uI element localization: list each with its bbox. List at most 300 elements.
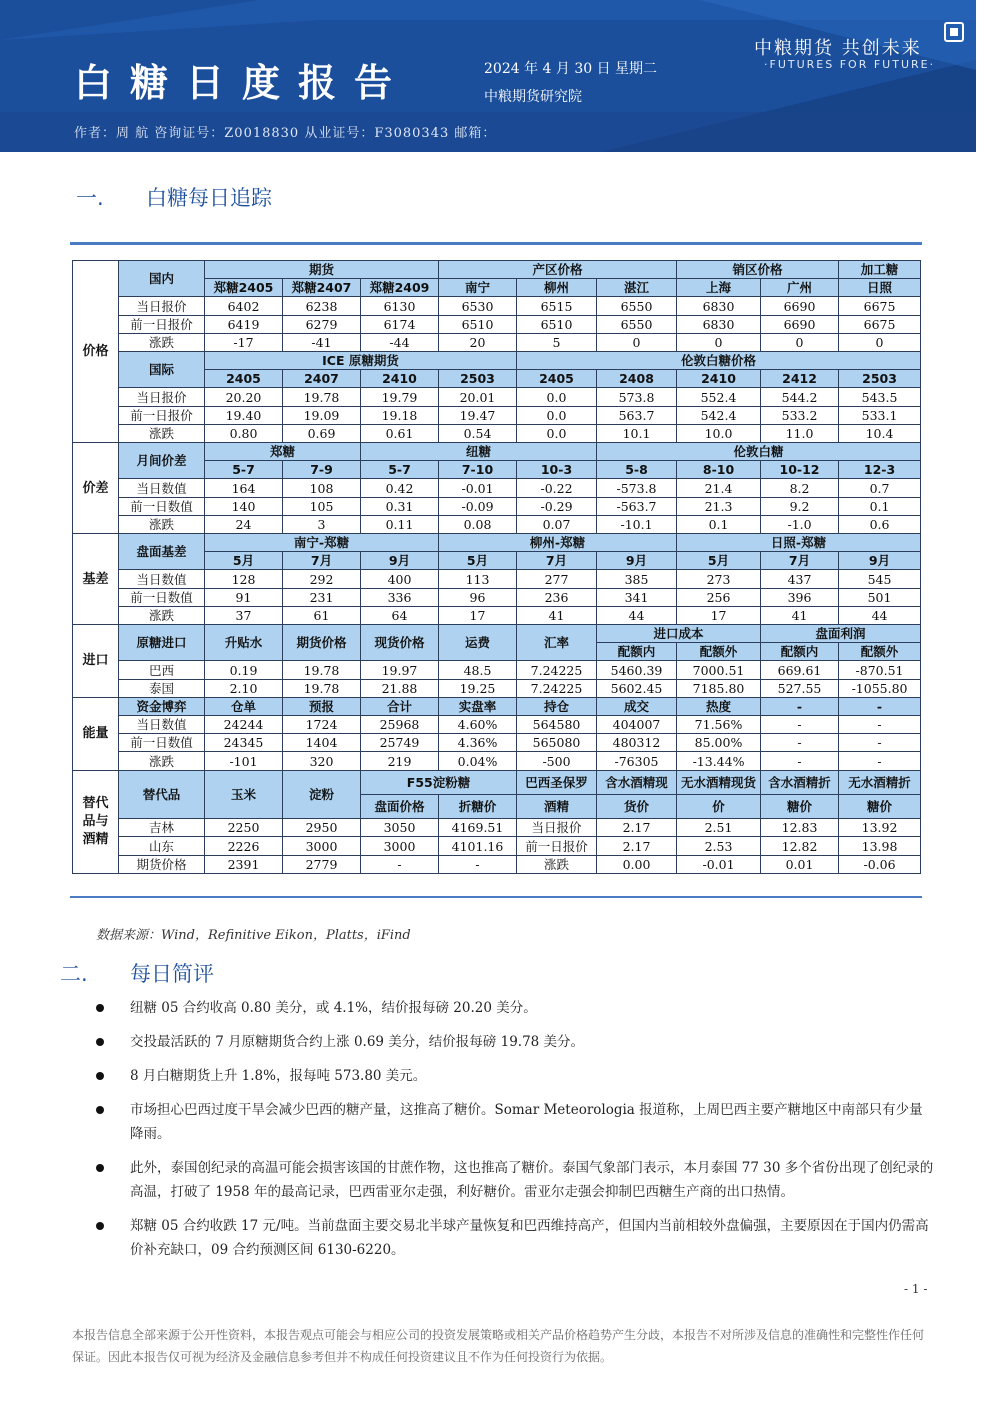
table-cell: 552.4 — [677, 388, 761, 406]
table-cell: 6675 — [839, 297, 921, 315]
report-date: 2024 年 4 月 30 日 星期二 — [484, 61, 658, 77]
table-header: 2405 — [517, 370, 597, 388]
table-cell: 0.69 — [283, 424, 361, 442]
sugar-tracking-table — [72, 260, 921, 874]
table-cell: 0 — [677, 333, 761, 351]
table-cell: 219 — [361, 752, 439, 770]
table-header: 南宁-郑糖 — [205, 534, 439, 552]
row-label: 涨跌 — [119, 606, 205, 624]
table-cell: 10.0 — [677, 424, 761, 442]
row-label: 前一日数值 — [119, 497, 205, 515]
table-cell: 48.5 — [439, 661, 517, 679]
data-source-note: 数据来源：Wind，Refinitive Eikon，Platts，iFind — [96, 928, 411, 943]
table-cell: 533.1 — [839, 406, 921, 424]
table-cell: 0.07 — [517, 515, 597, 533]
table-header: 日照 — [839, 279, 921, 297]
table-cell: -10.1 — [597, 515, 677, 533]
row-label: 吉林 — [119, 819, 205, 837]
table-header: 9月 — [361, 552, 439, 570]
table-header: 预报 — [283, 697, 361, 715]
table-header: 2412 — [761, 370, 839, 388]
table-cell: 85.00% — [677, 734, 761, 752]
table-cell: 10.1 — [597, 424, 677, 442]
spread-header-1 — [73, 443, 921, 461]
table-cell: 11.0 — [761, 424, 839, 442]
table-cell: 0.1 — [677, 515, 761, 533]
row-label: 前一日报价 — [119, 315, 205, 333]
table-header: 成交 — [597, 697, 677, 715]
table-cell: 164 — [205, 479, 283, 497]
table-header: 伦敦白糖 — [597, 443, 921, 461]
table-header: 12-3 — [839, 461, 921, 479]
table-cell: -870.51 — [839, 661, 921, 679]
table-cell: 0.42 — [361, 479, 439, 497]
table-cell: 277 — [517, 570, 597, 588]
table-cell: 9.2 — [761, 497, 839, 515]
table-cell: 6402 — [205, 297, 283, 315]
table-header: 无水酒精现货 — [677, 770, 761, 794]
table-cell: 0.54 — [439, 424, 517, 442]
table-cell: 20 — [439, 333, 517, 351]
table-cell: 24244 — [205, 716, 283, 734]
table-cell: 404007 — [597, 716, 677, 734]
table-cell: -0.06 — [839, 855, 921, 873]
table-cell: 501 — [839, 588, 921, 606]
table-row — [73, 679, 921, 697]
table-cell: 37 — [205, 606, 283, 624]
table-header: 含水酒精折 — [761, 770, 839, 794]
table-row — [73, 479, 921, 497]
table-header: 糖价 — [839, 794, 921, 818]
table-header: 销区价格 — [677, 261, 839, 279]
table-cell: 2250 — [205, 819, 283, 837]
disclaimer: 本报告信息全部来源于公开性资料，本报告观点可能会与相应公司的投资发展策略或相关产品价格趋势产生分歧，本报告不对所涉及信息的准确性和完整性作任何保证。因此本报告仅可视为经济及金融信息参考但并不构成任何投资建议且不作为任何投资行为依据。 — [72, 1328, 925, 1364]
row-label: 当日数值 — [119, 570, 205, 588]
table-cell: 19.78 — [283, 679, 361, 697]
brand-slogan: ·FUTURES FOR FUTURE· — [764, 58, 936, 71]
table-header: 10-12 — [761, 461, 839, 479]
table-cell: 0.0 — [517, 424, 597, 442]
table-cell: 6238 — [283, 297, 361, 315]
table-cell: 6130 — [361, 297, 439, 315]
table-cell: 13.92 — [839, 819, 921, 837]
table-row — [73, 855, 921, 873]
table-cell: 564580 — [517, 716, 597, 734]
table-cell: 6550 — [597, 315, 677, 333]
table-header: 10-3 — [517, 461, 597, 479]
category-label: 价格 — [73, 261, 119, 443]
brand-name: 中粮期货 共创未来 — [754, 38, 922, 59]
table-cell: 7185.80 — [677, 679, 761, 697]
table-cell: 385 — [597, 570, 677, 588]
table-header: 盘面利润 — [761, 625, 921, 643]
table-cell: 19.78 — [283, 661, 361, 679]
section-heading-commentary — [60, 958, 214, 988]
table-cell: 21.4 — [677, 479, 761, 497]
table-cell: 96 — [439, 588, 517, 606]
table-cell: 2950 — [283, 819, 361, 837]
table-cell: -0.01 — [677, 855, 761, 873]
table-cell: -0.29 — [517, 497, 597, 515]
table-cell: -573.8 — [597, 479, 677, 497]
table-cell: 320 — [283, 752, 361, 770]
table-cell: 4.36% — [439, 734, 517, 752]
table-cell: 7000.51 — [677, 661, 761, 679]
table-cell: 25749 — [361, 734, 439, 752]
table-header: 2503 — [439, 370, 517, 388]
section-heading-tracking — [76, 182, 272, 212]
table-cell: 0.0 — [517, 388, 597, 406]
table-header: 配额外 — [839, 643, 921, 661]
header-banner — [0, 0, 976, 152]
table-header: 月间价差 — [119, 443, 205, 479]
table-header: 8-10 — [677, 461, 761, 479]
table-row — [73, 734, 921, 752]
row-label: 涨跌 — [119, 424, 205, 442]
table-cell: 0.0 — [517, 406, 597, 424]
table-cell: 7.24225 — [517, 661, 597, 679]
table-header: 7月 — [517, 552, 597, 570]
table-header: 巴西圣保罗 — [517, 770, 597, 794]
table-cell: 573.8 — [597, 388, 677, 406]
table-header: 国内 — [119, 261, 205, 297]
category-label-line: 酒精 — [82, 831, 109, 847]
table-cell: -101 — [205, 752, 283, 770]
table-cell: 13.98 — [839, 837, 921, 855]
table-cell: 6830 — [677, 315, 761, 333]
table-header: 升贴水 — [205, 625, 283, 661]
table-cell: - — [839, 752, 921, 770]
table-cell: 3000 — [283, 837, 361, 855]
table-cell: 6690 — [761, 315, 839, 333]
substitute-header-1 — [73, 770, 921, 794]
table-cell: 396 — [761, 588, 839, 606]
table-header: 含水酒精现 — [597, 770, 677, 794]
table-header: 7-10 — [439, 461, 517, 479]
table-cell: 19.78 — [283, 388, 361, 406]
table-cell: 2.17 — [597, 819, 677, 837]
row-label: 当日报价 — [119, 297, 205, 315]
table-cell: 2779 — [283, 855, 361, 873]
brand-logo-icon — [944, 22, 964, 42]
table-cell: -500 — [517, 752, 597, 770]
table-header: 日照-郑糖 — [677, 534, 921, 552]
section-rule-top — [70, 242, 922, 245]
section-title: 每日简评 — [130, 962, 214, 986]
table-cell: 当日报价 — [517, 819, 597, 837]
category-label: 基差 — [73, 534, 119, 625]
table-header: 7月 — [283, 552, 361, 570]
table-header: 2410 — [677, 370, 761, 388]
section-rule-bottom — [70, 896, 922, 898]
table-header: 5月 — [205, 552, 283, 570]
table-header: 柳州 — [517, 279, 597, 297]
table-row — [73, 497, 921, 515]
table-header: 2503 — [839, 370, 921, 388]
table-row — [73, 406, 921, 424]
row-label: 当日数值 — [119, 479, 205, 497]
table-cell: 24345 — [205, 734, 283, 752]
table-cell: 10.4 — [839, 424, 921, 442]
table-cell: 0.1 — [839, 497, 921, 515]
table-cell: 669.61 — [761, 661, 839, 679]
category-label: 价差 — [73, 443, 119, 534]
table-row — [73, 606, 921, 624]
table-row — [73, 661, 921, 679]
table-header: 郑糖 — [205, 443, 361, 461]
table-header: 配额外 — [677, 643, 761, 661]
table-cell: -0.01 — [439, 479, 517, 497]
table-cell: 44 — [839, 606, 921, 624]
table-cell: 400 — [361, 570, 439, 588]
table-header: 仓单 — [205, 697, 283, 715]
table-cell: 0.31 — [361, 497, 439, 515]
table-cell: 91 — [205, 588, 283, 606]
table-cell: 12.83 — [761, 819, 839, 837]
table-cell: 563.7 — [597, 406, 677, 424]
table-header: 价 — [677, 794, 761, 818]
table-header: 2408 — [597, 370, 677, 388]
table-header: 9月 — [597, 552, 677, 570]
table-row — [73, 424, 921, 442]
category-label: 能量 — [73, 697, 119, 770]
table-cell: 3 — [283, 515, 361, 533]
intl-header-1 — [73, 352, 921, 370]
section-number: 二. — [60, 962, 88, 986]
table-cell: 17 — [677, 606, 761, 624]
table-header: 期货价格 — [283, 625, 361, 661]
table-cell: 41 — [761, 606, 839, 624]
table-cell: 4.60% — [439, 716, 517, 734]
row-label: 巴西 — [119, 661, 205, 679]
table-cell: -13.44% — [677, 752, 761, 770]
table-header: - — [839, 697, 921, 715]
table-cell: 24 — [205, 515, 283, 533]
table-cell: -0.22 — [517, 479, 597, 497]
section-title: 白糖每日追踪 — [146, 186, 272, 210]
table-cell: 292 — [283, 570, 361, 588]
table-cell: 19.09 — [283, 406, 361, 424]
table-header: 无水酒精折 — [839, 770, 921, 794]
table-header: 实盘率 — [439, 697, 517, 715]
row-label: 泰国 — [119, 679, 205, 697]
table-header: 柳州-郑糖 — [439, 534, 677, 552]
table-cell: 20.20 — [205, 388, 283, 406]
table-header: 汇率 — [517, 625, 597, 661]
list-item: 市场担心巴西过度干旱会减少巴西的糖产量，这推高了糖价。Somar Meteorologia 报道称，上周巴西主要产糖地区中南部只有少量降雨。 — [96, 1098, 936, 1146]
table-cell: 527.55 — [761, 679, 839, 697]
table-header: 配额内 — [597, 643, 677, 661]
table-cell: - — [761, 716, 839, 734]
table-cell: 0 — [761, 333, 839, 351]
table-header: 酒精 — [517, 794, 597, 818]
table-cell: 19.25 — [439, 679, 517, 697]
table-cell: 231 — [283, 588, 361, 606]
table-cell: 19.47 — [439, 406, 517, 424]
list-item: 郑糖 05 合约收跌 17 元/吨。当前盘面主要交易北半球产量恢复和巴西维持高产，但国内当前相较外盘偏强，主要原因在于国内仍需高价补充缺口，09 合约预测区间 6130-6220。 — [96, 1214, 936, 1262]
table-cell: -563.7 — [597, 497, 677, 515]
price-header-1 — [73, 261, 921, 279]
table-row — [73, 315, 921, 333]
table-header: 热度 — [677, 697, 761, 715]
table-cell: 108 — [283, 479, 361, 497]
table-cell: 6279 — [283, 315, 361, 333]
table-header: 替代品 — [119, 770, 205, 819]
table-header: 郑糖2407 — [283, 279, 361, 297]
table-cell: 6830 — [677, 297, 761, 315]
row-label: 前一日数值 — [119, 588, 205, 606]
row-label: 前一日数值 — [119, 734, 205, 752]
category-label — [73, 770, 119, 873]
table-header: 盘面基差 — [119, 534, 205, 570]
table-cell: - — [839, 716, 921, 734]
category-label-line: 品与 — [82, 813, 109, 829]
table-cell: - — [361, 855, 439, 873]
table-header: 加工糖 — [839, 261, 921, 279]
table-cell: - — [761, 734, 839, 752]
table-cell: -0.09 — [439, 497, 517, 515]
table-cell: 6690 — [761, 297, 839, 315]
table-cell: 0.04% — [439, 752, 517, 770]
table-cell: 6510 — [517, 315, 597, 333]
table-cell: 0.6 — [839, 515, 921, 533]
table-cell: 7.24225 — [517, 679, 597, 697]
table-cell: 21.3 — [677, 497, 761, 515]
table-header: 货价 — [597, 794, 677, 818]
table-row — [73, 570, 921, 588]
page-number: - 1 - — [904, 1282, 928, 1296]
table-cell: 0 — [839, 333, 921, 351]
table-header: 资金博弈 — [119, 697, 205, 715]
table-row — [73, 388, 921, 406]
table-cell: 2.17 — [597, 837, 677, 855]
table-cell: 12.82 — [761, 837, 839, 855]
table-cell: 25968 — [361, 716, 439, 734]
table-cell: 0.7 — [839, 479, 921, 497]
table-cell: 437 — [761, 570, 839, 588]
report-title: 白糖日度报告 — [74, 61, 411, 105]
table-header: 糖价 — [761, 794, 839, 818]
commentary-list — [96, 996, 936, 1272]
table-cell: - — [439, 855, 517, 873]
table-header: 期货 — [205, 261, 439, 279]
table-cell: 543.5 — [839, 388, 921, 406]
table-cell: 5 — [517, 333, 597, 351]
list-item: 8 月白糖期货上升 1.8%，报每吨 573.80 美元。 — [96, 1064, 936, 1088]
table-row — [73, 837, 921, 855]
table-cell: 544.2 — [761, 388, 839, 406]
table-header: 7-9 — [283, 461, 361, 479]
table-cell: -44 — [361, 333, 439, 351]
table-cell: 19.40 — [205, 406, 283, 424]
table-row — [73, 297, 921, 315]
table-cell: -76305 — [597, 752, 677, 770]
table-cell: 545 — [839, 570, 921, 588]
table-header: 郑糖2409 — [361, 279, 439, 297]
table-cell: -1.0 — [761, 515, 839, 533]
table-cell: 341 — [597, 588, 677, 606]
table-header: 折糖价 — [439, 794, 517, 818]
table-cell: 0.80 — [205, 424, 283, 442]
table-cell: 前一日报价 — [517, 837, 597, 855]
table-row — [73, 588, 921, 606]
table-header: 南宁 — [439, 279, 517, 297]
author-line: 作者：周 航 咨询证号：Z0018830 从业证号：F3080343 邮箱： — [74, 126, 497, 141]
table-header: 进口成本 — [597, 625, 761, 643]
table-cell: 236 — [517, 588, 597, 606]
table-header: 5-8 — [597, 461, 677, 479]
table-cell: 6510 — [439, 315, 517, 333]
category-label-line: 替代 — [82, 795, 109, 811]
table-cell: -41 — [283, 333, 361, 351]
table-cell: 273 — [677, 570, 761, 588]
table-cell: 涨跌 — [517, 855, 597, 873]
table-cell: 1404 — [283, 734, 361, 752]
table-cell: 2391 — [205, 855, 283, 873]
section-number: 一. — [76, 186, 104, 210]
table-header: 淀粉 — [283, 770, 361, 819]
table-header: - — [761, 697, 839, 715]
table-cell: 41 — [517, 606, 597, 624]
table-cell: 4169.51 — [439, 819, 517, 837]
table-header: 7月 — [761, 552, 839, 570]
row-label: 前一日报价 — [119, 406, 205, 424]
table-header: 伦敦白糖价格 — [517, 352, 921, 370]
table-header: 合计 — [361, 697, 439, 715]
table-cell: 2.10 — [205, 679, 283, 697]
institute-name: 中粮期货研究院 — [484, 89, 582, 105]
table-cell: 0.61 — [361, 424, 439, 442]
table-cell: 19.97 — [361, 661, 439, 679]
table-cell: 19.79 — [361, 388, 439, 406]
table-cell: 19.18 — [361, 406, 439, 424]
table-cell: 44 — [597, 606, 677, 624]
table-cell: 21.88 — [361, 679, 439, 697]
table-cell: 336 — [361, 588, 439, 606]
table-cell: 20.01 — [439, 388, 517, 406]
table-header: 广州 — [761, 279, 839, 297]
table-cell: 0 — [597, 333, 677, 351]
list-item: 此外，泰国创纪录的高温可能会损害该国的甘蔗作物，这也推高了糖价。泰国气象部门表示，本月泰国 77 30 多个省份出现了创纪录的高温，打破了 1958 年的最高记录，巴西雷亚尔走强，利好糖价。雷亚尔走强会抑制巴西糖生产商的出口热情。 — [96, 1156, 936, 1204]
table-cell: 1724 — [283, 716, 361, 734]
table-row — [73, 716, 921, 734]
table-header: 2410 — [361, 370, 439, 388]
table-header: 持仓 — [517, 697, 597, 715]
table-cell: 565080 — [517, 734, 597, 752]
table-header: 配额内 — [761, 643, 839, 661]
table-cell: 6530 — [439, 297, 517, 315]
table-cell: 0.01 — [761, 855, 839, 873]
table-row — [73, 752, 921, 770]
table-cell: 0.11 — [361, 515, 439, 533]
table-cell: 2226 — [205, 837, 283, 855]
table-header: 5-7 — [361, 461, 439, 479]
table-cell: 71.56% — [677, 716, 761, 734]
table-header: 2405 — [205, 370, 283, 388]
table-cell: 64 — [361, 606, 439, 624]
table-cell: 6515 — [517, 297, 597, 315]
table-cell: 4101.16 — [439, 837, 517, 855]
category-label: 进口 — [73, 625, 119, 698]
list-item: 交投最活跃的 7 月原糖期货合约上涨 0.69 美分，结价报每磅 19.78 美分。 — [96, 1030, 936, 1054]
table-header: 郑糖2405 — [205, 279, 283, 297]
table-header: 纽糖 — [361, 443, 597, 461]
table-header: ICE 原糖期货 — [205, 352, 517, 370]
table-cell: 6550 — [597, 297, 677, 315]
table-row — [73, 819, 921, 837]
basis-header-1 — [73, 534, 921, 552]
row-label: 涨跌 — [119, 752, 205, 770]
